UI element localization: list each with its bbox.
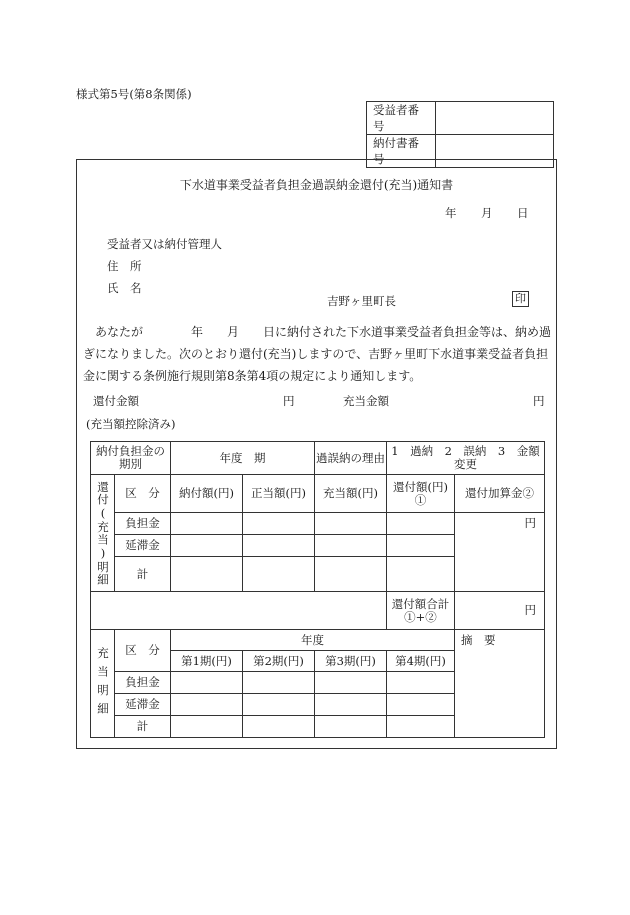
refund-addition-cell[interactable]: 円 bbox=[455, 513, 545, 592]
cell-input[interactable] bbox=[387, 535, 455, 557]
paid-amount-header: 納付額(円) bbox=[171, 475, 243, 513]
refund-detail-table bbox=[90, 441, 545, 738]
reason-label: 過誤納の理由 bbox=[315, 442, 387, 475]
refund-section-label bbox=[91, 475, 115, 592]
form-number-label: 様式第5号(第8条関係) bbox=[76, 87, 192, 101]
appropriated-amount-header: 充当額(円) bbox=[315, 475, 387, 513]
cell-input[interactable] bbox=[171, 672, 243, 694]
date-month: 月 bbox=[481, 206, 493, 220]
refund-section-text: 還付(充当)明細 bbox=[96, 480, 110, 586]
period2-header: 第2期(円) bbox=[243, 651, 315, 672]
date-day: 日 bbox=[517, 206, 529, 220]
cell-input[interactable] bbox=[171, 513, 243, 535]
row-late-label-2: 延滞金 bbox=[115, 694, 171, 716]
refund-amount-unit: 円 bbox=[283, 394, 295, 408]
issuer-name: 吉野ヶ里町長 bbox=[327, 294, 396, 308]
cell-input[interactable] bbox=[315, 535, 387, 557]
proper-amount-header: 正当額(円) bbox=[243, 475, 315, 513]
refund-total-label: 還付額合計①+② bbox=[387, 592, 455, 630]
recipient-label: 受益者又は納付管理人 bbox=[107, 237, 222, 251]
invoice-number-label: 納付書番号 bbox=[367, 135, 436, 168]
cell-input[interactable] bbox=[387, 716, 455, 738]
row-burden-label-2: 負担金 bbox=[115, 672, 171, 694]
cell-input[interactable] bbox=[315, 557, 387, 592]
cell-input[interactable] bbox=[243, 535, 315, 557]
refund-total-cell[interactable]: 円 bbox=[455, 592, 545, 630]
row-burden-label: 負担金 bbox=[115, 513, 171, 535]
row-total-label-2: 計 bbox=[115, 716, 171, 738]
recipient-number-label: 受益者番号 bbox=[367, 102, 436, 135]
cell-input[interactable] bbox=[387, 694, 455, 716]
cell-input[interactable] bbox=[171, 535, 243, 557]
cell-input[interactable] bbox=[243, 557, 315, 592]
cell-input[interactable] bbox=[315, 513, 387, 535]
recipient-number-field[interactable] bbox=[436, 102, 554, 135]
notice-frame bbox=[76, 159, 557, 749]
period1-header: 第1期(円) bbox=[171, 651, 243, 672]
appropriation-section-text: 充当明細 bbox=[96, 646, 110, 721]
period-label: 納付負担金の期別 bbox=[91, 442, 171, 475]
notice-body-text: あなたが 年 月 日に納付された下水道事業受益者負担金等は、納め過ぎになりました。次のとおり還付(充当)しますので、吉野ヶ里町下水道事業受益者負担金に関する条例施行規則第8条第4項の規定により通知します。 bbox=[83, 325, 552, 383]
row-late-label: 延滞金 bbox=[115, 535, 171, 557]
refund-amount-label: 還付金額 bbox=[93, 394, 139, 408]
cell-input[interactable] bbox=[315, 672, 387, 694]
period3-header: 第3期(円) bbox=[315, 651, 387, 672]
date-year: 年 bbox=[445, 206, 457, 220]
period-value[interactable]: 年度 期 bbox=[171, 442, 315, 475]
name-label: 氏 名 bbox=[107, 281, 142, 295]
appropriation-amount-label: 充当金額 bbox=[343, 394, 389, 408]
reason-options[interactable]: 1 過納 2 誤納 3 金額変更 bbox=[387, 442, 545, 475]
row-total-label: 計 bbox=[115, 557, 171, 592]
cell-input[interactable] bbox=[243, 716, 315, 738]
fiscal-year-header: 年度 bbox=[171, 630, 455, 651]
refund-addition-header: 還付加算金② bbox=[455, 475, 545, 513]
appropriation-deducted-note: (充当額控除済み) bbox=[86, 417, 176, 431]
address-label: 住 所 bbox=[107, 259, 142, 273]
cell-input[interactable] bbox=[171, 557, 243, 592]
cell-input[interactable] bbox=[243, 694, 315, 716]
id-number-box bbox=[366, 101, 554, 168]
cell-input[interactable] bbox=[171, 694, 243, 716]
cell-input[interactable] bbox=[387, 672, 455, 694]
cell-input[interactable] bbox=[387, 557, 455, 592]
cell-input[interactable] bbox=[171, 716, 243, 738]
summary-cell[interactable]: 摘 要 bbox=[455, 630, 545, 738]
cell-input[interactable] bbox=[315, 694, 387, 716]
cell-input[interactable] bbox=[243, 672, 315, 694]
blank-cell bbox=[91, 592, 387, 630]
appropriation-section-label bbox=[91, 630, 115, 738]
classification-header-2: 区 分 bbox=[115, 630, 171, 672]
refund-amount-header: 還付額(円) ① bbox=[387, 475, 455, 513]
appropriation-amount-unit: 円 bbox=[533, 394, 545, 408]
cell-input[interactable] bbox=[243, 513, 315, 535]
classification-header: 区 分 bbox=[115, 475, 171, 513]
notice-title: 下水道事業受益者負担金過誤納金還付(充当)通知書 bbox=[179, 178, 454, 192]
period4-header: 第4期(円) bbox=[387, 651, 455, 672]
seal-mark: 印 bbox=[512, 291, 529, 307]
cell-input[interactable] bbox=[387, 513, 455, 535]
cell-input[interactable] bbox=[315, 716, 387, 738]
